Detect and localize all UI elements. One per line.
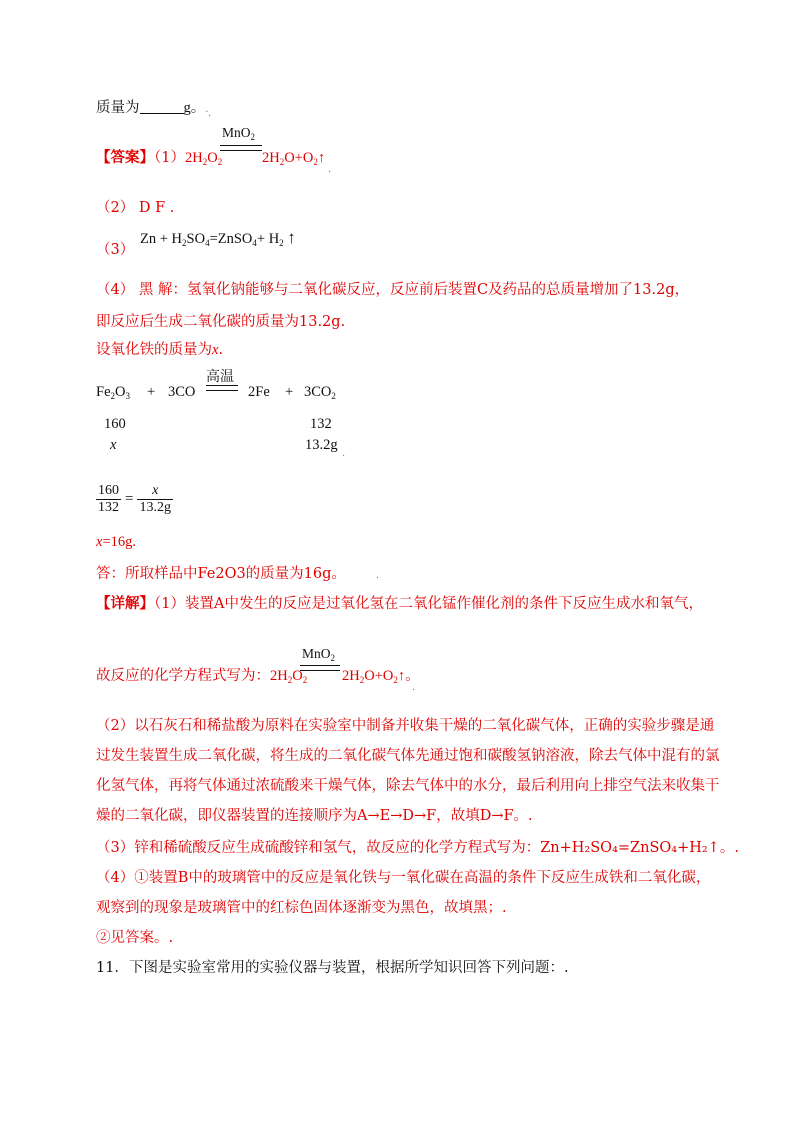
mass-prefix: 质量为 xyxy=(96,100,140,116)
answer-q1-line xyxy=(96,148,222,172)
question-11: 11．下图是实验室常用的实验仪器与装置，根据所学知识回答下列问题：. xyxy=(96,960,569,976)
detail-p2-line3: 化氢气体，再将气体通过浓硫酸来干燥气体，除去气体中的水分，最后利用向上排空气法来收集干 xyxy=(96,778,720,794)
stray-dot: . xyxy=(342,448,346,459)
answer-q4-line2: 即反应后生成二氧化碳的质量为13.2g. xyxy=(96,314,346,330)
answer-q4-line3: 设氧化铁的质量为x. xyxy=(96,342,224,358)
q1-equals-bar xyxy=(220,145,262,151)
q3-number: （3） xyxy=(96,242,135,258)
eq-fe: 2Fe xyxy=(248,384,270,400)
eq-plus-2: + xyxy=(285,384,294,400)
q1-left-formula: $2H_2O_2$ xyxy=(184,150,223,167)
eq-plus-1: + xyxy=(147,384,156,400)
p1-right-formula: $2H_2O+O_2↑$。 xyxy=(342,668,420,685)
eq-mass-160: 160 xyxy=(104,416,126,432)
p1-catalyst: MnO$_2$ xyxy=(302,646,336,663)
eq-equals-bar xyxy=(206,385,238,391)
detail-p3: （3）锌和稀硫酸反应生成硫酸锌和氢气，故反应的化学方程式写为：Zn+H₂SO₄=ZnSO₄+H₂↑。. xyxy=(96,840,739,856)
fraction-right: $\frac{x}{13.2g}$ xyxy=(139,483,171,515)
detail-p4-line2: 观察到的现象是玻璃管中的红棕色固体逐渐变为黑色，故填黑；. xyxy=(96,900,507,916)
mass-question-line xyxy=(96,98,208,120)
detail-p4-line1: （4）①装置B中的玻璃管中的反应是氧化铁与一氧化碳在高温的条件下反应生成铁和二氧化碳， xyxy=(96,870,711,886)
eq-fe2o3: $Fe_2O_3$ xyxy=(96,384,130,401)
eq-condition: 高温 xyxy=(206,369,234,385)
answer-q4-line1: （4） 黑 解：氢氧化钠能够与二氧化碳反应，反应前后装置C及药品的总质量增加了13.2g， xyxy=(96,282,690,298)
eq-co2: $3CO_2$ xyxy=(304,384,336,401)
stray-dot: . xyxy=(412,682,416,693)
stray-dot: . xyxy=(208,108,212,119)
mass-unit: g。 xyxy=(183,100,206,116)
q3-equation: $Zn + H_2SO_4=ZnSO_4+ H_2$ ↑ xyxy=(140,228,296,248)
result-line: x=16g. xyxy=(96,534,136,550)
fraction-left: $\frac{160}{132}$ xyxy=(98,483,119,515)
conclusion-line: 答：所取样品中Fe2O3的质量为16g。 . xyxy=(96,566,380,582)
answer-blank xyxy=(140,99,184,114)
detail-label: 【详解】 xyxy=(96,595,154,612)
q1-right-formula: $2H_2O+O_2↑$ xyxy=(262,150,326,167)
q1-catalyst: MnO$_2$ xyxy=(222,125,256,142)
eq-var-x: x xyxy=(110,437,117,453)
detail-p4-line3: ②见答案。. xyxy=(96,930,174,946)
eq-co: 3CO xyxy=(168,384,196,400)
eq-mass-132: 132 xyxy=(310,416,332,432)
answer-label: 【答案】 xyxy=(96,149,154,166)
eq-mass-13-2g: 13.2g xyxy=(305,437,338,453)
detail-p1-line2: 故反应的化学方程式写为：$2H_2O_2$ xyxy=(96,668,308,685)
detail-p2-line4: 燥的二氧化碳，即仪器装置的连接顺序为A→E→D→F，故填D→F。. xyxy=(96,808,533,824)
stray-dot: . xyxy=(328,164,332,175)
proportion-equation: $\frac{160}{132}$ = $\frac{x}{13.2g}$ xyxy=(98,483,171,515)
detail-p2-line2: 过发生装置生成二氧化碳，将生成的二氧化碳气体先通过饱和碳酸氢钠溶液，除去气体中混有的氯 xyxy=(96,748,720,764)
answer-q2-line: （2） D F . xyxy=(96,200,175,216)
q1-number: （1） xyxy=(154,150,185,166)
detail-p2-line1: （2）以石灰石和稀盐酸为原料在实验室中制备并收集干燥的二氧化碳气体，正确的实验步骤是通 xyxy=(96,718,715,734)
mass-tail: . xyxy=(205,104,209,115)
detail-p1-line1: 【详解】（1）装置A中发生的反应是过氧化氢在二氧化锰作催化剂的条件下反应生成水和氧气， xyxy=(96,595,703,612)
